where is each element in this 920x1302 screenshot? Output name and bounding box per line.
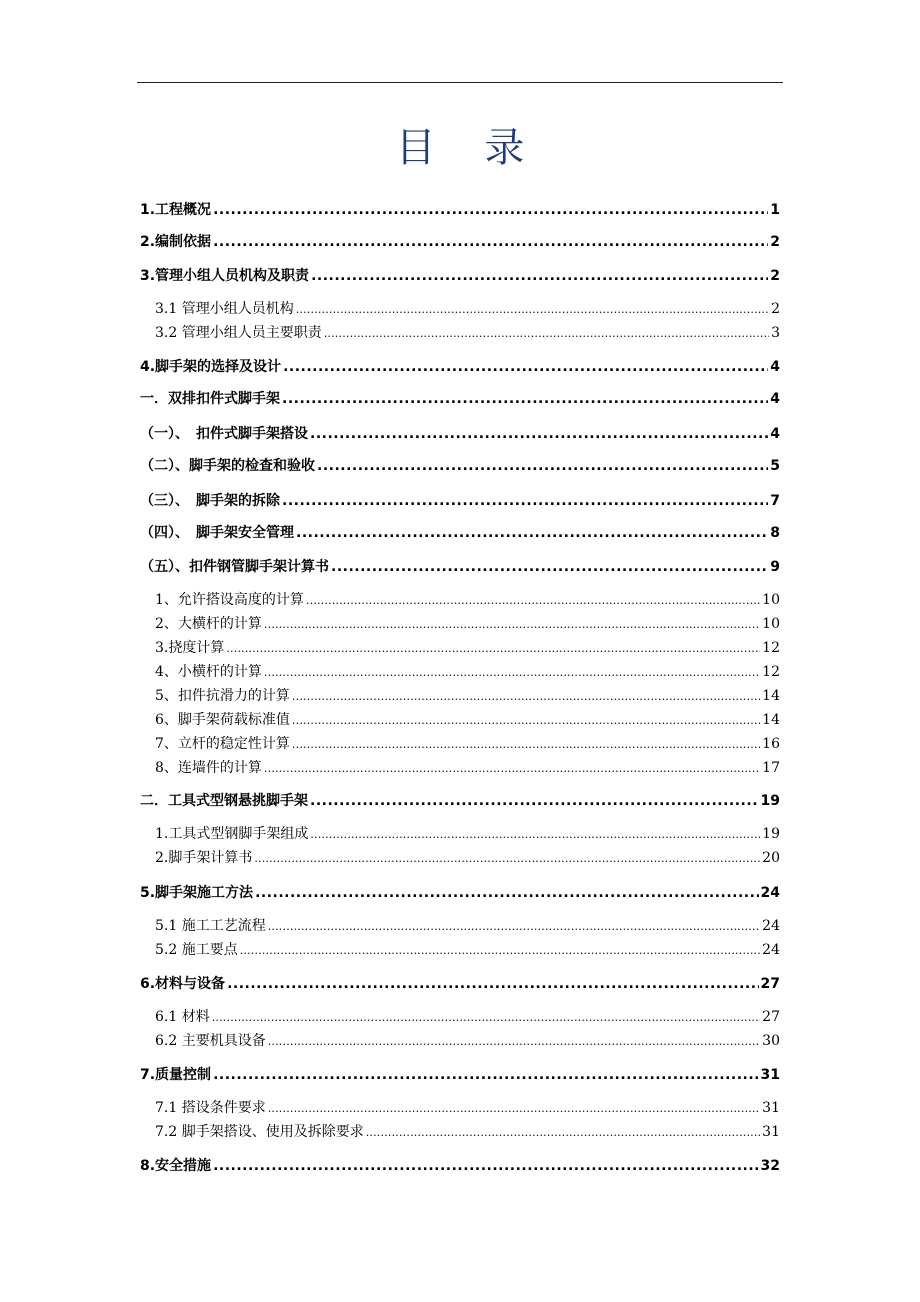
toc-entry-page: 5	[770, 458, 780, 474]
toc-entry[interactable]	[155, 589, 780, 609]
toc-entry-title: （一）、 扣件式脚手架搭设	[140, 426, 308, 442]
toc-entry-page: 31	[762, 1124, 780, 1140]
toc-leader-dots	[282, 493, 768, 509]
toc-entry-title: 3.挠度计算	[155, 640, 225, 656]
toc-leader-dots	[240, 944, 760, 957]
toc-entry-page: 10	[762, 592, 780, 608]
toc-leader-dots	[331, 559, 768, 575]
toc-entry-page: 2	[770, 234, 780, 250]
toc-entry[interactable]	[155, 939, 780, 959]
toc-entry[interactable]	[155, 915, 780, 935]
toc-leader-dots	[292, 690, 760, 703]
toc-leader-dots	[306, 594, 760, 607]
toc-entry-title: 7.2 脚手架搭设、使用及拆除要求	[155, 1124, 364, 1140]
toc-entry-title: 二．工具式型钢悬挑脚手架	[140, 793, 308, 809]
toc-entry-page: 8	[770, 525, 780, 541]
toc-leader-dots	[254, 852, 760, 865]
toc-leader-dots	[212, 1011, 760, 1024]
toc-entry[interactable]	[140, 199, 780, 219]
toc-leader-dots	[213, 1067, 758, 1083]
toc-leader-dots	[292, 738, 760, 751]
toc-entry-page: 32	[760, 1158, 780, 1174]
toc-entry-title: 3.1 管理小组人员机构	[155, 301, 294, 317]
toc-entry-page: 12	[762, 640, 780, 656]
toc-entry[interactable]	[155, 1121, 780, 1141]
toc-entry-title: 7.1 搭设条件要求	[155, 1100, 266, 1116]
toc-entry-title: 8.安全措施	[140, 1158, 212, 1174]
toc-entry-page: 4	[770, 426, 780, 442]
toc-entry-page: 27	[760, 976, 780, 992]
toc-entry[interactable]	[140, 388, 780, 408]
toc-entry-title: 2.脚手架计算书	[155, 850, 253, 866]
toc-entry[interactable]	[155, 823, 780, 843]
toc-entry-title: 5.2 施工要点	[155, 942, 238, 958]
toc-entry-page: 9	[770, 559, 780, 575]
toc-entry-page: 1	[770, 202, 780, 218]
toc-entry[interactable]	[155, 1006, 780, 1026]
toc-entry-page: 3	[771, 325, 780, 341]
toc-leader-dots	[366, 1126, 760, 1139]
toc-leader-dots	[226, 642, 760, 655]
toc-entry-page: 17	[762, 760, 780, 776]
toc-entry[interactable]	[140, 356, 780, 376]
toc-entry[interactable]	[140, 973, 780, 993]
toc-entry[interactable]	[155, 757, 780, 777]
toc-entry-page: 14	[762, 688, 780, 704]
toc-entry[interactable]	[140, 522, 780, 542]
toc-entry[interactable]	[155, 685, 780, 705]
toc-entry[interactable]	[140, 455, 780, 475]
toc-entry-page: 19	[760, 793, 780, 809]
toc-entry-title: 7、立杆的稳定性计算	[155, 736, 290, 752]
toc-entry[interactable]	[140, 423, 780, 443]
toc-entry-title: 1.工具式型钢脚手架组成	[155, 826, 309, 842]
toc-entry-page: 19	[762, 826, 780, 842]
toc-entry[interactable]	[155, 733, 780, 753]
toc-entry-title: 5.脚手架施工方法	[140, 885, 254, 901]
toc-leader-dots	[310, 426, 768, 442]
toc-entry-title: 4.脚手架的选择及设计	[140, 359, 282, 375]
toc-leader-dots	[310, 828, 760, 841]
toc-entry-title: 3.2 管理小组人员主要职责	[155, 325, 322, 341]
toc-entry[interactable]	[140, 490, 780, 510]
toc-entry-title: 1.工程概况	[140, 202, 212, 218]
toc-entry-page: 10	[762, 616, 780, 632]
toc-entry-page: 31	[760, 1067, 780, 1083]
toc-entry[interactable]	[155, 709, 780, 729]
toc-leader-dots	[317, 458, 768, 474]
toc-entry-title: 4、小横杆的计算	[155, 664, 262, 680]
toc-entry-title: （五）、扣件钢管脚手架计算书	[140, 559, 329, 575]
toc-entry-title: 5.1 施工工艺流程	[155, 918, 266, 934]
page-title: 目 录	[395, 125, 543, 171]
toc-entry-page: 20	[762, 850, 780, 866]
toc-leader-dots	[268, 1102, 760, 1115]
toc-entry-title: （三）、 脚手架的拆除	[140, 493, 280, 509]
toc-entry-title: 5、扣件抗滑力的计算	[155, 688, 290, 704]
toc-entry-title: 8、连墙件的计算	[155, 760, 262, 776]
toc-entry-page: 4	[770, 359, 780, 375]
toc-entry[interactable]	[140, 882, 780, 902]
toc-entry[interactable]	[155, 637, 780, 657]
toc-leader-dots	[310, 793, 759, 809]
toc-entry[interactable]	[140, 231, 780, 251]
toc-entry[interactable]	[155, 322, 780, 342]
toc-entry-title: 3.管理小组人员机构及职责	[140, 268, 310, 284]
toc-leader-dots	[292, 714, 760, 727]
toc-entry-page: 2	[770, 268, 780, 284]
toc-entry-title: 6.1 材料	[155, 1009, 210, 1025]
toc-leader-dots	[264, 666, 760, 679]
toc-entry-page: 4	[770, 391, 780, 407]
toc-entry[interactable]	[140, 265, 780, 285]
toc-entry-title: 一．双排扣件式脚手架	[140, 391, 280, 407]
toc-leader-dots	[213, 234, 768, 250]
toc-entry-title: 7.质量控制	[140, 1067, 212, 1083]
toc-entry-page: 16	[762, 736, 780, 752]
toc-entry[interactable]	[155, 847, 780, 867]
toc-leader-dots	[268, 1035, 760, 1048]
toc-entry-title: 1、允许搭设高度的计算	[155, 592, 304, 608]
toc-entry[interactable]	[155, 298, 780, 318]
toc-entry[interactable]	[155, 1097, 780, 1117]
toc-entry-page: 2	[771, 301, 780, 317]
toc-leader-dots	[311, 268, 768, 284]
toc-leader-dots	[264, 618, 760, 631]
toc-leader-dots	[264, 762, 760, 775]
toc-entry-page: 24	[760, 885, 780, 901]
toc-entry[interactable]	[155, 661, 780, 681]
toc-entry-page: 14	[762, 712, 780, 728]
toc-entry-title: 6.材料与设备	[140, 976, 226, 992]
toc-leader-dots	[227, 976, 758, 992]
toc-leader-dots	[268, 920, 760, 933]
toc-entry[interactable]	[140, 1155, 780, 1175]
toc-entry[interactable]	[140, 1064, 780, 1084]
toc-entry[interactable]	[155, 1030, 780, 1050]
toc-leader-dots	[296, 303, 769, 316]
toc-entry[interactable]	[155, 613, 780, 633]
toc-leader-dots	[255, 885, 758, 901]
toc-entry[interactable]	[140, 790, 780, 810]
toc-entry-page: 12	[762, 664, 780, 680]
toc-entry-page: 7	[770, 493, 780, 509]
toc-leader-dots	[283, 359, 768, 375]
toc-entry-title: （二）、脚手架的检查和验收	[140, 458, 315, 474]
toc-entry-page: 30	[762, 1033, 780, 1049]
toc-entry-page: 24	[762, 942, 780, 958]
toc-entry-title: 2.编制依据	[140, 234, 212, 250]
toc-leader-dots	[282, 391, 768, 407]
toc-entry-title: 2、大横杆的计算	[155, 616, 262, 632]
toc-leader-dots	[324, 327, 769, 340]
toc-leader-dots	[213, 1158, 758, 1174]
toc-entry-page: 31	[762, 1100, 780, 1116]
toc-entry-page: 27	[762, 1009, 780, 1025]
toc-entry-title: 6、脚手架荷载标准值	[155, 712, 290, 728]
toc-leader-dots	[213, 202, 768, 218]
toc-entry-page: 24	[762, 918, 780, 934]
toc-entry-title: 6.2 主要机具设备	[155, 1033, 266, 1049]
toc-entry[interactable]	[140, 556, 780, 576]
toc-leader-dots	[296, 525, 768, 541]
toc-entry-title: （四）、 脚手架安全管理	[140, 525, 294, 541]
